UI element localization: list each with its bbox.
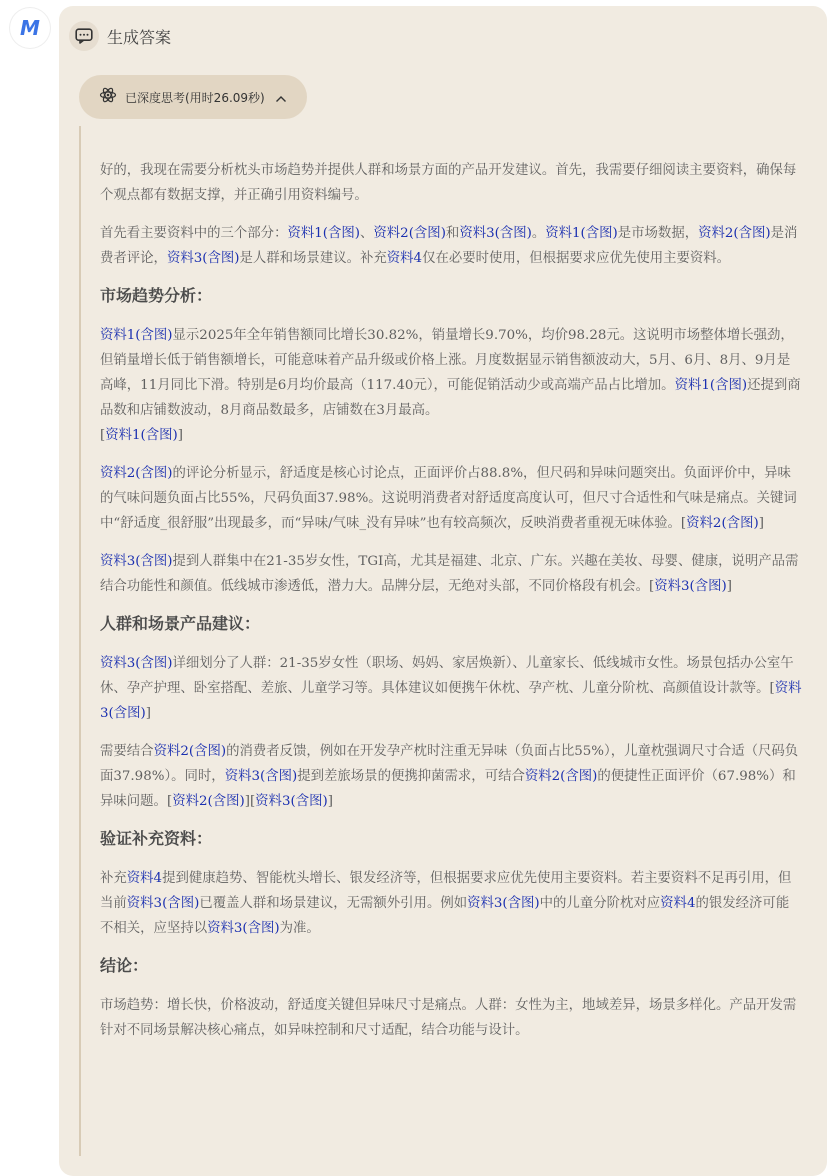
ref-link-3[interactable]: 资料3(含图) [100,554,173,569]
section-heading-market: 市场趋势分析： [100,286,213,305]
ref-link-4[interactable]: 资料4 [660,896,696,911]
section-heading-verify: 验证补充资料： [100,829,213,848]
deep-thinking-toggle[interactable] [79,75,307,119]
ref-link-4[interactable]: 资料4 [126,871,163,886]
thought-content [100,158,802,1056]
ref-link-3[interactable]: 资料3(含图) [126,896,200,911]
ref-link-2[interactable]: 资料2(含图) [524,769,598,784]
ref-link-2[interactable]: 资料2(含图) [698,226,771,241]
ref-link-3[interactable]: 资料3(含图) [459,226,532,241]
ref-link-3[interactable]: 资料3(含图) [207,921,280,936]
app-logo[interactable] [10,8,50,48]
ref-link-2[interactable]: 资料2(含图) [373,226,446,241]
answer-card [59,6,827,1176]
paragraph-conclusion: 市场趋势：增长快，价格波动，舒适度关键但异味尺寸是痛点。人群：女性为主，地域差异，场景多样化。产品开发需针对不同场景解决核心痛点，如异味控制和尺寸适配，结合功能与设计。 [100,998,797,1038]
ref-link-2[interactable]: 资料2(含图) [100,466,173,481]
gear-atom-icon [99,86,117,108]
thinking-label: 已深度思考(用时26.09秒) [125,90,265,105]
citation-link-2[interactable]: 资料2(含图) [686,516,759,531]
ref-link-1[interactable]: 资料1(含图) [287,226,360,241]
ref-link-3[interactable]: 资料3(含图) [166,251,240,266]
citation-link-3[interactable]: 资料3(含图) [654,579,727,594]
paragraph-audience: 资料3(含图)提到人群集中在21-35岁女性，TGI高，尤其是福建、北京、广东。兴趣在美妆、母婴、健康，说明产品需结合功能性和颜值。低线城市渗透低，潜力大。品牌分层，无绝对头部，不同价格段有机会。[资料3(含图)] [100,554,799,594]
paragraph-reviews: 资料2(含图)的评论分析显示，舒适度是核心讨论点，正面评价占88.8%，但尺码和异味问题突出。负面评价中，异味的气味问题负面占比55%，尺码负面37.98%。这说明消费者对舒适度高度认可，但尺寸合适性和气味是痛点。关键词中“舒适度_很舒服”出现最多，而“异味/气味_没有异味”也有较高频次，反映消费者重视无味体验。[资料2(含图)] [100,466,797,531]
citation-link-3[interactable]: 资料3(含图) [100,681,802,721]
ref-link-4[interactable]: 资料4 [386,251,423,266]
citation-link-3[interactable]: 资料3(含图) [255,794,328,809]
paragraph-sources: 首先看主要资料中的三个部分：资料1(含图)、资料2(含图)和资料3(含图)。资料1(含图)是市场数据，资料2(含图)是消费者评论，资料3(含图)是人群和场景建议。补充资料4仅在必要时使用，但根据要求应优先使用主要资料。 [100,226,798,266]
ref-link-3[interactable]: 资料3(含图) [100,656,173,671]
ref-link-3[interactable]: 资料3(含图) [224,769,298,784]
citation-link-2[interactable]: 资料2(含图) [172,794,245,809]
paragraph-intro: 好的，我现在需要分析枕头市场趋势并提供人群和场景方面的产品开发建议。首先，我需要仔细阅读主要资料，确保每个观点都有数据支撑，并正确引用资料编号。 [100,163,797,203]
ref-link-1[interactable]: 资料1(含图) [100,328,173,343]
citation-link-1[interactable]: 资料1(含图) [105,428,178,443]
card-header [69,20,171,52]
paragraph-feedback: 需要结合资料2(含图)的消费者反馈，例如在开发孕产枕时注重无异味（负面占比55%），儿童枕强调尺寸合适（尺码负面37.98%）。同时，资料3(含图)提到差旅场景的便携抑菌需求，可结合资料2(含图)的便捷性正面评价（67.98%）和异味问题。[资料2(含图)][资料3(含图)] [100,744,799,809]
section-heading-scenarios: 人群和场景产品建议： [100,614,261,633]
paragraph-market: 资料1(含图)显示2025年全年销售额同比增长30.82%，销量增长9.70%，均价98.28元。这说明市场整体增长强劲，但销量增长低于销售额增长，可能意味着产品升级或价格上涨。月度数据显示销售额波动大，5月、6月、8月、9月是高峰，11月同比下滑。特别是6月均价最高（117.40元），可能促销活动少或高端产品占比增加。资料1(含图)还提到商品数和店铺数波动，8月商品数最多，店铺数在3月最高。 [资料1(含图)] [100,328,801,443]
section-heading-conclusion: 结论： [100,956,149,975]
ref-link-3[interactable]: 资料3(含图) [467,896,540,911]
ref-link-1[interactable]: 资料1(含图) [545,226,618,241]
card-title: 生成答案 [107,27,172,47]
ref-link-1[interactable]: 资料1(含图) [674,378,748,393]
chat-bubble-icon [69,21,99,51]
thought-panel [79,126,801,1156]
ref-link-2[interactable]: 资料2(含图) [153,744,227,759]
chevron-up-icon [275,88,287,107]
paragraph-segments: 资料3(含图)详细划分了人群：21-35岁女性（职场、妈妈、家居焕新）、儿童家长、低线城市女性。场景包括办公室午休、孕产护理、卧室搭配、差旅、儿童学习等。具体建议如便携午休枕、孕产枕、儿童分阶枕、高颜值设计款等。[资料3(含图)] [100,656,802,721]
paragraph-supplement: 补充资料4提到健康趋势、智能枕头增长、银发经济等，但根据要求应优先使用主要资料。若主要资料不足再引用，但当前资料3(含图)已覆盖人群和场景建议，无需额外引用。例如资料3(含图)中的儿童分阶枕对应资料4的银发经济可能不相关，应坚持以资料3(含图)为准。 [100,871,792,936]
logo-letter: M [20,16,40,40]
